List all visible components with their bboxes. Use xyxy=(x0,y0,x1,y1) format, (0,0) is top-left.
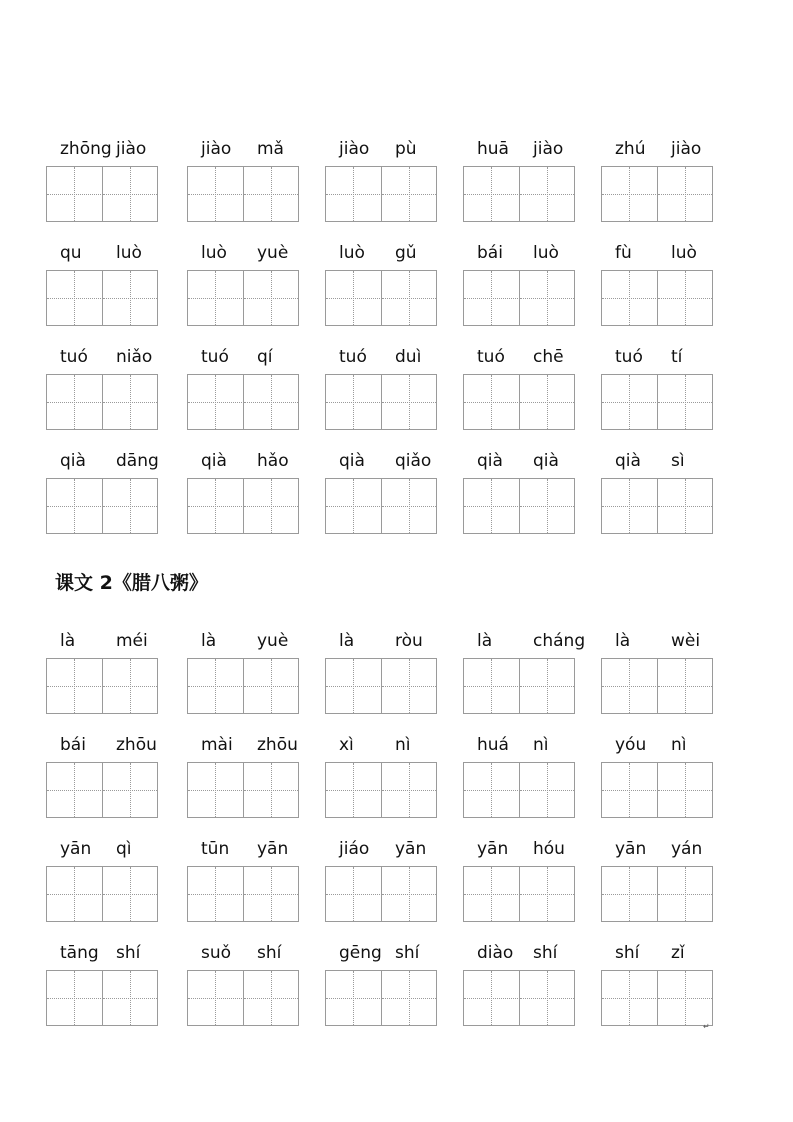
writing-grid xyxy=(463,270,575,326)
tianzige-cell-2[interactable] xyxy=(657,271,712,325)
pinyin-syllable-1: là xyxy=(60,631,76,651)
pinyin-syllable-1: qià xyxy=(615,451,641,471)
tianzige-cell-2[interactable] xyxy=(243,659,298,713)
pinyin-syllable-1: qià xyxy=(60,451,86,471)
word-item xyxy=(601,451,713,541)
pinyin-syllable-2: jiào xyxy=(116,139,147,159)
word-item xyxy=(601,347,713,437)
word-item xyxy=(601,839,713,929)
word-item xyxy=(601,631,713,721)
tianzige-cell-2[interactable] xyxy=(102,971,157,1025)
pinyin-syllable-1: huā xyxy=(477,139,509,159)
tianzige-cell-1[interactable] xyxy=(464,167,518,221)
tianzige-cell-1[interactable] xyxy=(602,375,656,429)
writing-grid xyxy=(601,658,713,714)
pinyin-syllable-1: là xyxy=(201,631,217,651)
pinyin-syllable-1: jiáo xyxy=(339,839,370,859)
tianzige-cell-2[interactable] xyxy=(243,271,298,325)
pinyin-syllable-1: qià xyxy=(201,451,227,471)
tianzige-cell-2[interactable] xyxy=(519,971,574,1025)
pinyin-syllable-2: hóu xyxy=(533,839,565,859)
word-item xyxy=(325,839,437,929)
word-item xyxy=(325,243,437,333)
writing-grid xyxy=(601,478,713,534)
tianzige-cell-1[interactable] xyxy=(47,971,101,1025)
word-item xyxy=(325,943,437,1033)
tianzige-cell-1[interactable] xyxy=(464,479,518,533)
word-item xyxy=(325,631,437,721)
writing-grid xyxy=(463,166,575,222)
word-item xyxy=(187,735,299,825)
pinyin-syllable-2: gǔ xyxy=(395,243,417,263)
tianzige-cell-1[interactable] xyxy=(47,479,101,533)
pinyin-syllable-1: huá xyxy=(477,735,509,755)
word-item xyxy=(46,735,158,825)
pinyin-syllable-1: tāng xyxy=(60,943,99,963)
pinyin-syllable-2: chē xyxy=(533,347,564,367)
word-item xyxy=(46,631,158,721)
pinyin-syllable-1: jiào xyxy=(339,139,370,159)
pinyin-syllable-1: qià xyxy=(477,451,503,471)
pinyin-syllable-1: luò xyxy=(339,243,365,263)
pinyin-syllable-2: nì xyxy=(395,735,411,755)
pinyin-syllable-1: qià xyxy=(339,451,365,471)
word-item xyxy=(463,839,575,929)
word-item xyxy=(187,839,299,929)
pinyin-row xyxy=(0,735,793,825)
tianzige-cell-1[interactable] xyxy=(326,479,380,533)
pinyin-syllable-1: tuó xyxy=(60,347,88,367)
tianzige-cell-2[interactable] xyxy=(381,867,436,921)
writing-grid xyxy=(601,762,713,818)
writing-grid xyxy=(325,166,437,222)
word-item xyxy=(325,451,437,541)
word-item xyxy=(463,347,575,437)
page-break-mark: ↵ xyxy=(703,1022,710,1031)
pinyin-syllable-1: là xyxy=(477,631,493,651)
tianzige-cell-1[interactable] xyxy=(464,271,518,325)
pinyin-syllable-2: shí xyxy=(395,943,420,963)
tianzige-cell-2[interactable] xyxy=(243,971,298,1025)
tianzige-cell-1[interactable] xyxy=(188,971,242,1025)
pinyin-syllable-2: shí xyxy=(257,943,282,963)
pinyin-syllable-2: yān xyxy=(257,839,289,859)
pinyin-syllable-1: tuó xyxy=(477,347,505,367)
pinyin-syllable-2: qià xyxy=(533,451,559,471)
writing-grid xyxy=(325,374,437,430)
pinyin-syllable-1: tuó xyxy=(201,347,229,367)
word-item xyxy=(463,243,575,333)
tianzige-cell-2[interactable] xyxy=(657,375,712,429)
word-item xyxy=(187,347,299,437)
tianzige-cell-1[interactable] xyxy=(602,763,656,817)
pinyin-syllable-2: yán xyxy=(671,839,703,859)
tianzige-cell-2[interactable] xyxy=(657,479,712,533)
word-item xyxy=(46,943,158,1033)
pinyin-syllable-1: suǒ xyxy=(201,943,232,963)
tianzige-cell-1[interactable] xyxy=(47,659,101,713)
writing-grid xyxy=(46,970,158,1026)
pinyin-syllable-2: niǎo xyxy=(116,347,153,367)
word-item xyxy=(463,631,586,721)
pinyin-syllable-1: yān xyxy=(615,839,647,859)
tianzige-cell-1[interactable] xyxy=(464,971,518,1025)
word-item xyxy=(187,631,299,721)
tianzige-cell-2[interactable] xyxy=(243,167,298,221)
pinyin-syllable-2: zhōu xyxy=(257,735,298,755)
tianzige-cell-1[interactable] xyxy=(464,659,518,713)
writing-grid xyxy=(187,270,299,326)
tianzige-cell-1[interactable] xyxy=(326,271,380,325)
writing-grid xyxy=(187,658,299,714)
pinyin-syllable-2: qí xyxy=(257,347,273,367)
pinyin-syllable-1: fù xyxy=(615,243,632,263)
tianzige-cell-1[interactable] xyxy=(188,271,242,325)
writing-grid xyxy=(46,866,158,922)
tianzige-cell-1[interactable] xyxy=(188,479,242,533)
writing-grid xyxy=(46,270,158,326)
word-item xyxy=(325,347,437,437)
tianzige-cell-2[interactable] xyxy=(519,867,574,921)
tianzige-cell-2[interactable] xyxy=(519,375,574,429)
pinyin-syllable-2: nì xyxy=(671,735,687,755)
word-item xyxy=(46,451,158,541)
pinyin-syllable-2: mǎ xyxy=(257,139,284,159)
tianzige-cell-2[interactable] xyxy=(657,867,712,921)
writing-grid xyxy=(601,270,713,326)
tianzige-cell-2[interactable] xyxy=(102,763,157,817)
writing-grid xyxy=(463,970,575,1026)
pinyin-syllable-2: méi xyxy=(116,631,148,651)
tianzige-cell-1[interactable] xyxy=(326,375,380,429)
writing-grid xyxy=(463,762,575,818)
tianzige-cell-1[interactable] xyxy=(47,375,101,429)
pinyin-syllable-2: zǐ xyxy=(671,943,685,963)
tianzige-cell-2[interactable] xyxy=(102,659,157,713)
writing-grid xyxy=(187,478,299,534)
writing-grid xyxy=(601,866,713,922)
tianzige-cell-1[interactable] xyxy=(602,971,656,1025)
tianzige-cell-1[interactable] xyxy=(326,167,380,221)
tianzige-cell-1[interactable] xyxy=(464,375,518,429)
lesson-heading: 课文 2《腊八粥》 xyxy=(55,572,208,594)
writing-grid xyxy=(187,374,299,430)
writing-grid xyxy=(46,166,158,222)
writing-grid xyxy=(46,762,158,818)
pinyin-syllable-2: jiào xyxy=(533,139,564,159)
pinyin-syllable-2: luò xyxy=(116,243,142,263)
tianzige-cell-1[interactable] xyxy=(47,867,101,921)
pinyin-row xyxy=(0,943,793,1033)
pinyin-syllable-1: mài xyxy=(201,735,233,755)
tianzige-cell-2[interactable] xyxy=(381,375,436,429)
pinyin-syllable-1: zhōng xyxy=(60,139,112,159)
pinyin-syllable-1: tūn xyxy=(201,839,230,859)
tianzige-cell-2[interactable] xyxy=(519,763,574,817)
tianzige-cell-2[interactable] xyxy=(102,867,157,921)
pinyin-syllable-1: luò xyxy=(201,243,227,263)
tianzige-cell-2[interactable] xyxy=(657,763,712,817)
pinyin-syllable-2: yān xyxy=(395,839,427,859)
tianzige-cell-1[interactable] xyxy=(602,167,656,221)
word-item xyxy=(187,139,299,229)
pinyin-syllable-2: pù xyxy=(395,139,417,159)
writing-grid xyxy=(601,374,713,430)
pinyin-syllable-1: bái xyxy=(477,243,503,263)
writing-grid xyxy=(463,478,575,534)
tianzige-cell-1[interactable] xyxy=(326,867,380,921)
writing-grid xyxy=(325,270,437,326)
word-item xyxy=(46,243,158,333)
pinyin-syllable-1: zhú xyxy=(615,139,646,159)
writing-grid xyxy=(601,166,713,222)
word-item xyxy=(46,839,158,929)
word-item xyxy=(187,451,299,541)
pinyin-syllable-2: luò xyxy=(533,243,559,263)
tianzige-cell-2[interactable] xyxy=(657,971,712,1025)
tianzige-cell-1[interactable] xyxy=(188,659,242,713)
pinyin-syllable-2: zhōu xyxy=(116,735,157,755)
writing-grid xyxy=(325,478,437,534)
pinyin-syllable-1: yān xyxy=(477,839,509,859)
tianzige-cell-2[interactable] xyxy=(519,479,574,533)
pinyin-syllable-1: tuó xyxy=(339,347,367,367)
pinyin-syllable-2: dāng xyxy=(116,451,159,471)
pinyin-row xyxy=(0,839,793,929)
word-item xyxy=(187,943,299,1033)
tianzige-cell-1[interactable] xyxy=(47,271,101,325)
tianzige-cell-1[interactable] xyxy=(188,375,242,429)
pinyin-syllable-1: gēng xyxy=(339,943,382,963)
pinyin-syllable-1: là xyxy=(339,631,355,651)
pinyin-syllable-1: yóu xyxy=(615,735,647,755)
pinyin-syllable-2: sì xyxy=(671,451,685,471)
writing-grid xyxy=(325,762,437,818)
writing-grid xyxy=(46,658,158,714)
tianzige-cell-2[interactable] xyxy=(102,375,157,429)
tianzige-cell-2[interactable] xyxy=(657,659,712,713)
tianzige-cell-1[interactable] xyxy=(464,867,518,921)
tianzige-cell-2[interactable] xyxy=(381,763,436,817)
pinyin-syllable-2: shí xyxy=(116,943,141,963)
writing-grid xyxy=(187,866,299,922)
pinyin-row xyxy=(0,243,793,333)
pinyin-syllable-1: bái xyxy=(60,735,86,755)
word-item xyxy=(463,139,575,229)
tianzige-cell-2[interactable] xyxy=(381,479,436,533)
tianzige-cell-1[interactable] xyxy=(188,167,242,221)
tianzige-cell-2[interactable] xyxy=(243,375,298,429)
word-item xyxy=(601,139,713,229)
tianzige-cell-1[interactable] xyxy=(464,763,518,817)
word-item xyxy=(187,243,299,333)
tianzige-cell-2[interactable] xyxy=(519,659,574,713)
pinyin-syllable-2: tí xyxy=(671,347,683,367)
pinyin-syllable-1: qu xyxy=(60,243,82,263)
pinyin-syllable-2: shí xyxy=(533,943,558,963)
tianzige-cell-2[interactable] xyxy=(243,763,298,817)
pinyin-syllable-2: wèi xyxy=(671,631,701,651)
pinyin-row xyxy=(0,451,793,541)
tianzige-cell-1[interactable] xyxy=(188,867,242,921)
writing-grid xyxy=(325,658,437,714)
writing-grid xyxy=(325,970,437,1026)
tianzige-cell-1[interactable] xyxy=(602,867,656,921)
pinyin-syllable-1: xì xyxy=(339,735,354,755)
writing-grid xyxy=(463,374,575,430)
pinyin-syllable-2: qiǎo xyxy=(395,451,432,471)
word-item xyxy=(601,943,713,1033)
tianzige-cell-1[interactable] xyxy=(47,167,101,221)
tianzige-cell-2[interactable] xyxy=(243,867,298,921)
pinyin-row xyxy=(0,139,793,229)
pinyin-syllable-2: cháng xyxy=(533,631,586,651)
pinyin-syllable-2: nì xyxy=(533,735,549,755)
tianzige-cell-1[interactable] xyxy=(326,659,380,713)
pinyin-syllable-1: là xyxy=(615,631,631,651)
word-item xyxy=(463,943,575,1033)
word-item xyxy=(325,139,437,229)
writing-grid xyxy=(601,970,713,1026)
tianzige-cell-1[interactable] xyxy=(602,271,656,325)
writing-grid xyxy=(46,478,158,534)
pinyin-syllable-2: hǎo xyxy=(257,451,289,471)
pinyin-syllable-2: duì xyxy=(395,347,422,367)
writing-grid xyxy=(463,866,575,922)
tianzige-cell-2[interactable] xyxy=(381,659,436,713)
pinyin-syllable-1: diào xyxy=(477,943,514,963)
word-item xyxy=(463,735,575,825)
tianzige-cell-2[interactable] xyxy=(381,271,436,325)
tianzige-cell-1[interactable] xyxy=(188,763,242,817)
pinyin-syllable-2: luò xyxy=(671,243,697,263)
tianzige-cell-2[interactable] xyxy=(102,271,157,325)
tianzige-cell-2[interactable] xyxy=(102,167,157,221)
tianzige-cell-2[interactable] xyxy=(243,479,298,533)
tianzige-cell-2[interactable] xyxy=(519,167,574,221)
pinyin-row xyxy=(0,347,793,437)
word-item xyxy=(325,735,437,825)
writing-grid xyxy=(187,970,299,1026)
word-item xyxy=(46,139,158,229)
tianzige-cell-1[interactable] xyxy=(602,479,656,533)
word-item xyxy=(601,735,713,825)
writing-grid xyxy=(46,374,158,430)
tianzige-cell-2[interactable] xyxy=(657,167,712,221)
pinyin-row xyxy=(0,631,793,721)
pinyin-syllable-2: yuè xyxy=(257,631,289,651)
pinyin-syllable-2: yuè xyxy=(257,243,289,263)
word-item xyxy=(601,243,713,333)
pinyin-syllable-2: qì xyxy=(116,839,132,859)
writing-grid xyxy=(187,762,299,818)
pinyin-syllable-2: ròu xyxy=(395,631,423,651)
tianzige-cell-2[interactable] xyxy=(381,971,436,1025)
word-item xyxy=(46,347,158,437)
writing-grid xyxy=(187,166,299,222)
writing-grid xyxy=(463,658,575,714)
pinyin-syllable-2: jiào xyxy=(671,139,702,159)
pinyin-syllable-1: tuó xyxy=(615,347,643,367)
writing-grid xyxy=(325,866,437,922)
pinyin-syllable-1: jiào xyxy=(201,139,232,159)
word-item xyxy=(463,451,575,541)
tianzige-cell-1[interactable] xyxy=(326,971,380,1025)
tianzige-cell-1[interactable] xyxy=(326,763,380,817)
tianzige-cell-2[interactable] xyxy=(381,167,436,221)
pinyin-syllable-1: yān xyxy=(60,839,92,859)
tianzige-cell-1[interactable] xyxy=(47,763,101,817)
tianzige-cell-2[interactable] xyxy=(519,271,574,325)
tianzige-cell-1[interactable] xyxy=(602,659,656,713)
tianzige-cell-2[interactable] xyxy=(102,479,157,533)
pinyin-syllable-1: shí xyxy=(615,943,640,963)
